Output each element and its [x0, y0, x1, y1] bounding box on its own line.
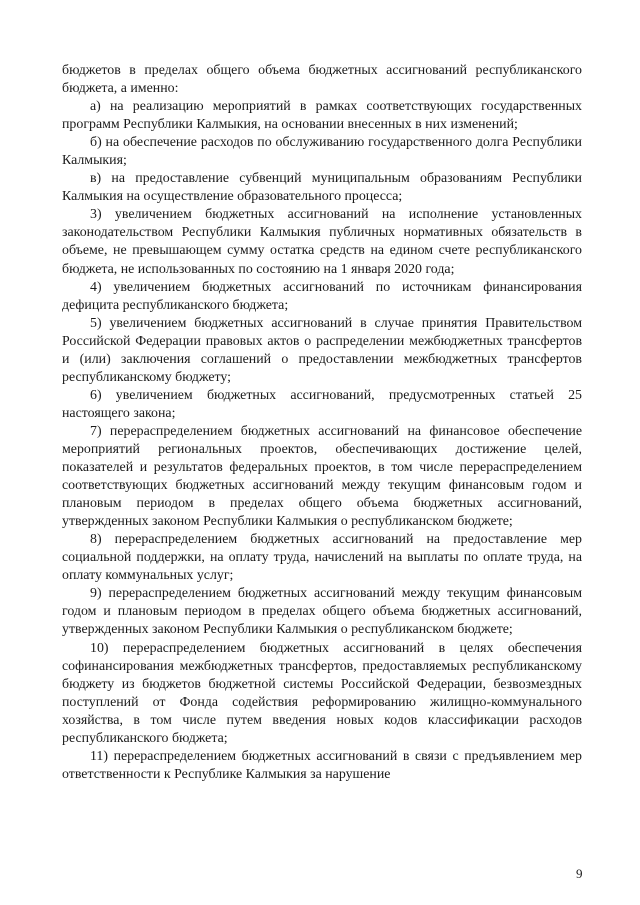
document-body	[62, 62, 582, 784]
paragraph-item-8: 8) перераспределением бюджетных ассигнований на предоставление мер социальной поддержки, на оплату труда, начислений на выплаты по оплате труда, на оплату коммунальных услуг;	[62, 532, 582, 584]
paragraph-item-4: 4) увеличением бюджетных ассигнований по источникам финансирования дефицита республиканского бюджета;	[62, 279, 582, 313]
paragraph-item-a: а) на реализацию мероприятий в рамках соответствующих государственных программ Республики Калмыкия, на основании внесенных в них изменений;	[62, 99, 582, 133]
page-number: 9	[576, 866, 583, 881]
paragraph-item-b: б) на обеспечение расходов по обслуживанию государственного долга Республики Калмыкия;	[62, 135, 582, 169]
paragraph-item-5: 5) увеличением бюджетных ассигнований в случае принятия Правительством Российской Федерации правовых актов о распределении межбюджетных трансфертов и (или) заключения соглашений о предоставлении межбюджетных трансфертов республиканскому бюджету;	[62, 315, 582, 385]
paragraph-item-11: 11) перераспределением бюджетных ассигнований в связи с предъявлением мер ответственности к Республике Калмыкия за нарушение	[62, 748, 582, 782]
paragraph-item-9: 9) перераспределением бюджетных ассигнований между текущим финансовым годом и плановым периодом в пределах общего объема бюджетных ассигнований, утвержденных законом Республики Калмыкия о республиканском бюджете;	[62, 586, 582, 638]
paragraph-item-6: 6) увеличением бюджетных ассигнований, предусмотренных статьей 25 настоящего закона;	[62, 387, 582, 421]
paragraph-item-7: 7) перераспределением бюджетных ассигнований на финансовое обеспечение мероприятий региональных проектов, обеспечивающих достижение целей, показателей и результатов федеральных проектов, в том числе перераспределением соответствующих бюджетных ассигнований между текущим финансовым годом и плановым периодом в пределах общего объема бюджетных ассигнований, утвержденных законом Республики Калмыкия о республиканском бюджете;	[62, 423, 582, 530]
paragraph-item-10: 10) перераспределением бюджетных ассигнований в целях обеспечения софинансирования межбюджетных трансфертов, предоставляемых республиканскому бюджету из бюджетов бюджетной системы Российской Федерации, безвозмездных поступлений от Фонда содействия реформированию жилищно-коммунального хозяйства, в том числе путем введения новых кодов классификации расходов республиканского бюджета;	[62, 640, 582, 746]
paragraph-item-v: в) на предоставление субвенций муниципальным образованиям Республики Калмыкия на осуществление образовательного процесса;	[62, 171, 582, 205]
paragraph-budgets-intro: бюджетов в пределах общего объема бюджетных ассигнований республиканского бюджета, а именно:	[62, 63, 582, 97]
paragraph-item-3: 3) увеличением бюджетных ассигнований на исполнение установленных законодательством Республики Калмыкия публичных нормативных обязательств в объеме, не превышающем сумму остатка средств на едином счете республиканского бюджета, не использованных по состоянию на 1 января 2020 года;	[62, 207, 582, 277]
